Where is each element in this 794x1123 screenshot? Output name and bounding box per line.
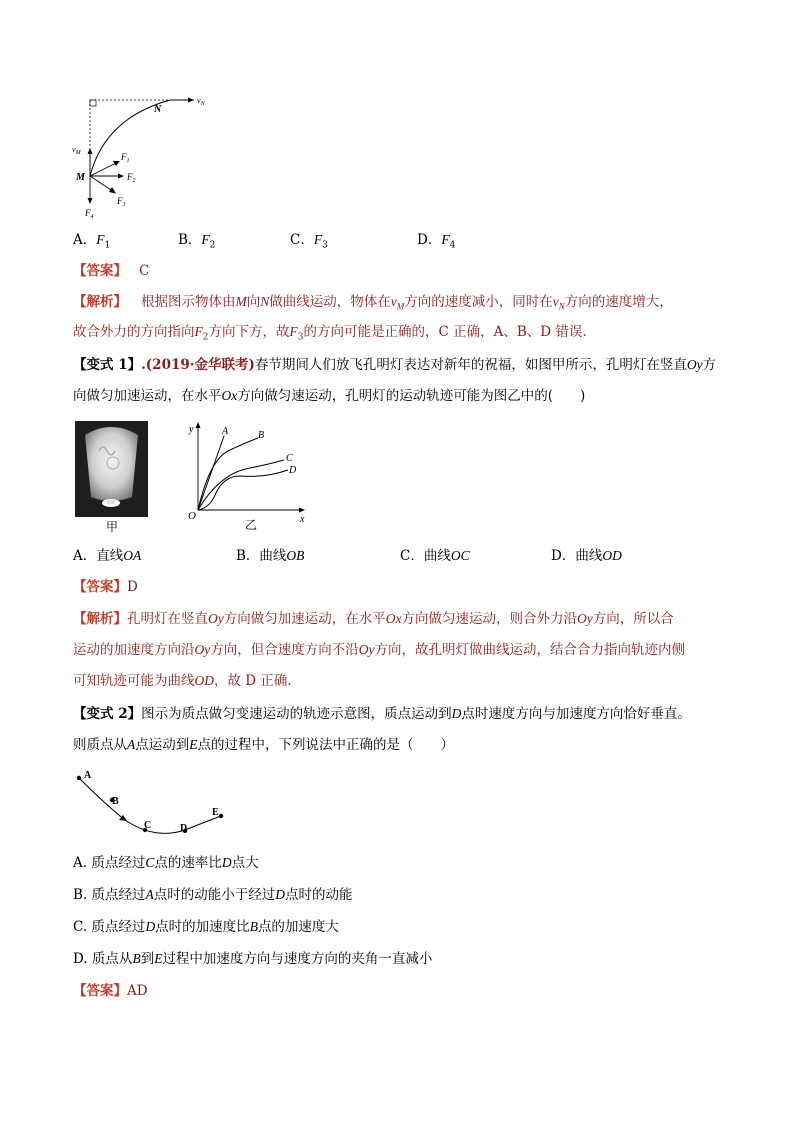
q2-option-b[interactable]: B. 质点经过A点时的动能小于经过D点时的动能: [73, 887, 353, 903]
q0-option-d[interactable]: D．$F_4$: [417, 232, 456, 251]
label-F1: $F_1$: [121, 152, 130, 164]
q2-option-a[interactable]: A. 质点经过C点的速率比D点大: [73, 855, 259, 871]
q2-stem-line2: 则质点从A点运动到E点的过程中，下列说法中正确的是（ ）: [73, 737, 454, 753]
graph-x-label: x: [300, 514, 305, 525]
q0-analysis-line2: 故合外力的方向指向$F_2$方向下方，故$F_3$的方向可能是正确的，C 正确，A、B、D 错误.: [73, 324, 587, 343]
fig-jia-label: 甲: [106, 520, 119, 534]
q2-option-c[interactable]: C. 质点经过D点时的加速度比B点的加速度大: [73, 919, 339, 935]
q1-option-a[interactable]: A．直线OA: [73, 548, 142, 564]
q1-option-d[interactable]: D．曲线OD: [551, 548, 622, 564]
fig-yi-label: 乙: [245, 518, 258, 532]
point-B-label: B: [112, 796, 119, 807]
label-F2: $F_2$: [127, 172, 136, 184]
F3-arrow: [90, 176, 114, 192]
q0-option-b[interactable]: B．$F_2$: [178, 232, 216, 251]
q0-option-c[interactable]: C．$F_3$: [290, 232, 328, 251]
graph-y-label: y: [189, 424, 194, 435]
graph-B-label: B: [258, 430, 265, 441]
line-OA: [198, 436, 224, 510]
curve-OD: [198, 470, 288, 510]
label-vN: $v_N$: [197, 96, 205, 107]
q1-options: [73, 546, 622, 566]
label-F3: $F_3$: [117, 196, 126, 208]
label-vM: $v_M$: [72, 145, 81, 156]
point-E-label: E: [212, 807, 219, 818]
point-C-label: C: [144, 820, 152, 831]
q0-option-a[interactable]: A．$F_1$: [73, 232, 111, 251]
q1-option-b[interactable]: B．曲线OB: [236, 548, 305, 564]
lantern-photo: [75, 421, 148, 517]
graph-D-label: D: [289, 465, 297, 476]
q2-stem-line1: 【变式 2】图示为质点做匀变速运动的轨迹示意图，质点运动到D点时速度方向与加速度方向恰好垂直。: [73, 706, 691, 722]
label-M: M: [76, 172, 85, 183]
point-A-label: A: [84, 770, 92, 781]
q1-analysis-line3: 可知轨迹可能为曲线OD，故 D 正确.: [73, 673, 292, 689]
lantern-image: [75, 421, 148, 517]
q1-analysis-line2: 运动的加速度方向沿Oy方向，但合速度方向不沿Oy方向，故孔明灯做曲线运动，结合合力指向轨迹内侧: [73, 642, 685, 658]
point-D-label: D: [180, 823, 188, 834]
q1-analysis-line1: 【解析】孔明灯在竖直Oy方向做匀加速运动，在水平Ox方向做匀速运动，则合外力沿Oy方向，所以合: [73, 611, 674, 627]
graph-C-label: C: [286, 453, 293, 464]
q0-answer: 【答案】 C: [73, 263, 150, 279]
q1-answer: 【答案】D: [73, 579, 138, 595]
curve-OB: [198, 438, 258, 510]
trajectory-ABCDE-figure: [75, 764, 235, 844]
label-N: N: [154, 104, 162, 115]
graph-A-label: A: [222, 426, 229, 437]
q1-stem-line2: 向做匀加速运动，在水平Ox方向做匀速运动，孔明灯的运动轨迹可能为图乙中的( ): [73, 388, 586, 404]
right-angle-mark: [90, 100, 96, 106]
q2-option-d[interactable]: D. 质点从B到E过程中加速度方向与速度方向的夹角一直减小: [73, 951, 433, 967]
q0-options: [73, 230, 455, 256]
force-diagram-figure: [70, 88, 220, 223]
q2-answer: 【答案】AD: [73, 983, 148, 999]
q1-option-c[interactable]: C．曲线OC: [400, 548, 470, 564]
graph-O-label: O: [188, 510, 196, 522]
q1-stem-line1: 【变式 1】.(2019·金华联考)春节期间人们放飞孔明灯表达对新年的祝福，如图甲所示，孔明灯在竖直Oy方: [73, 357, 717, 373]
label-F4: $F_4$: [85, 208, 94, 220]
q0-analysis-line1: 【解析】 根据图示物体由M向N做曲线运动，物体在$v_M$方向的速度减小，同时在$v_N$方向的速度增大，: [73, 294, 673, 312]
